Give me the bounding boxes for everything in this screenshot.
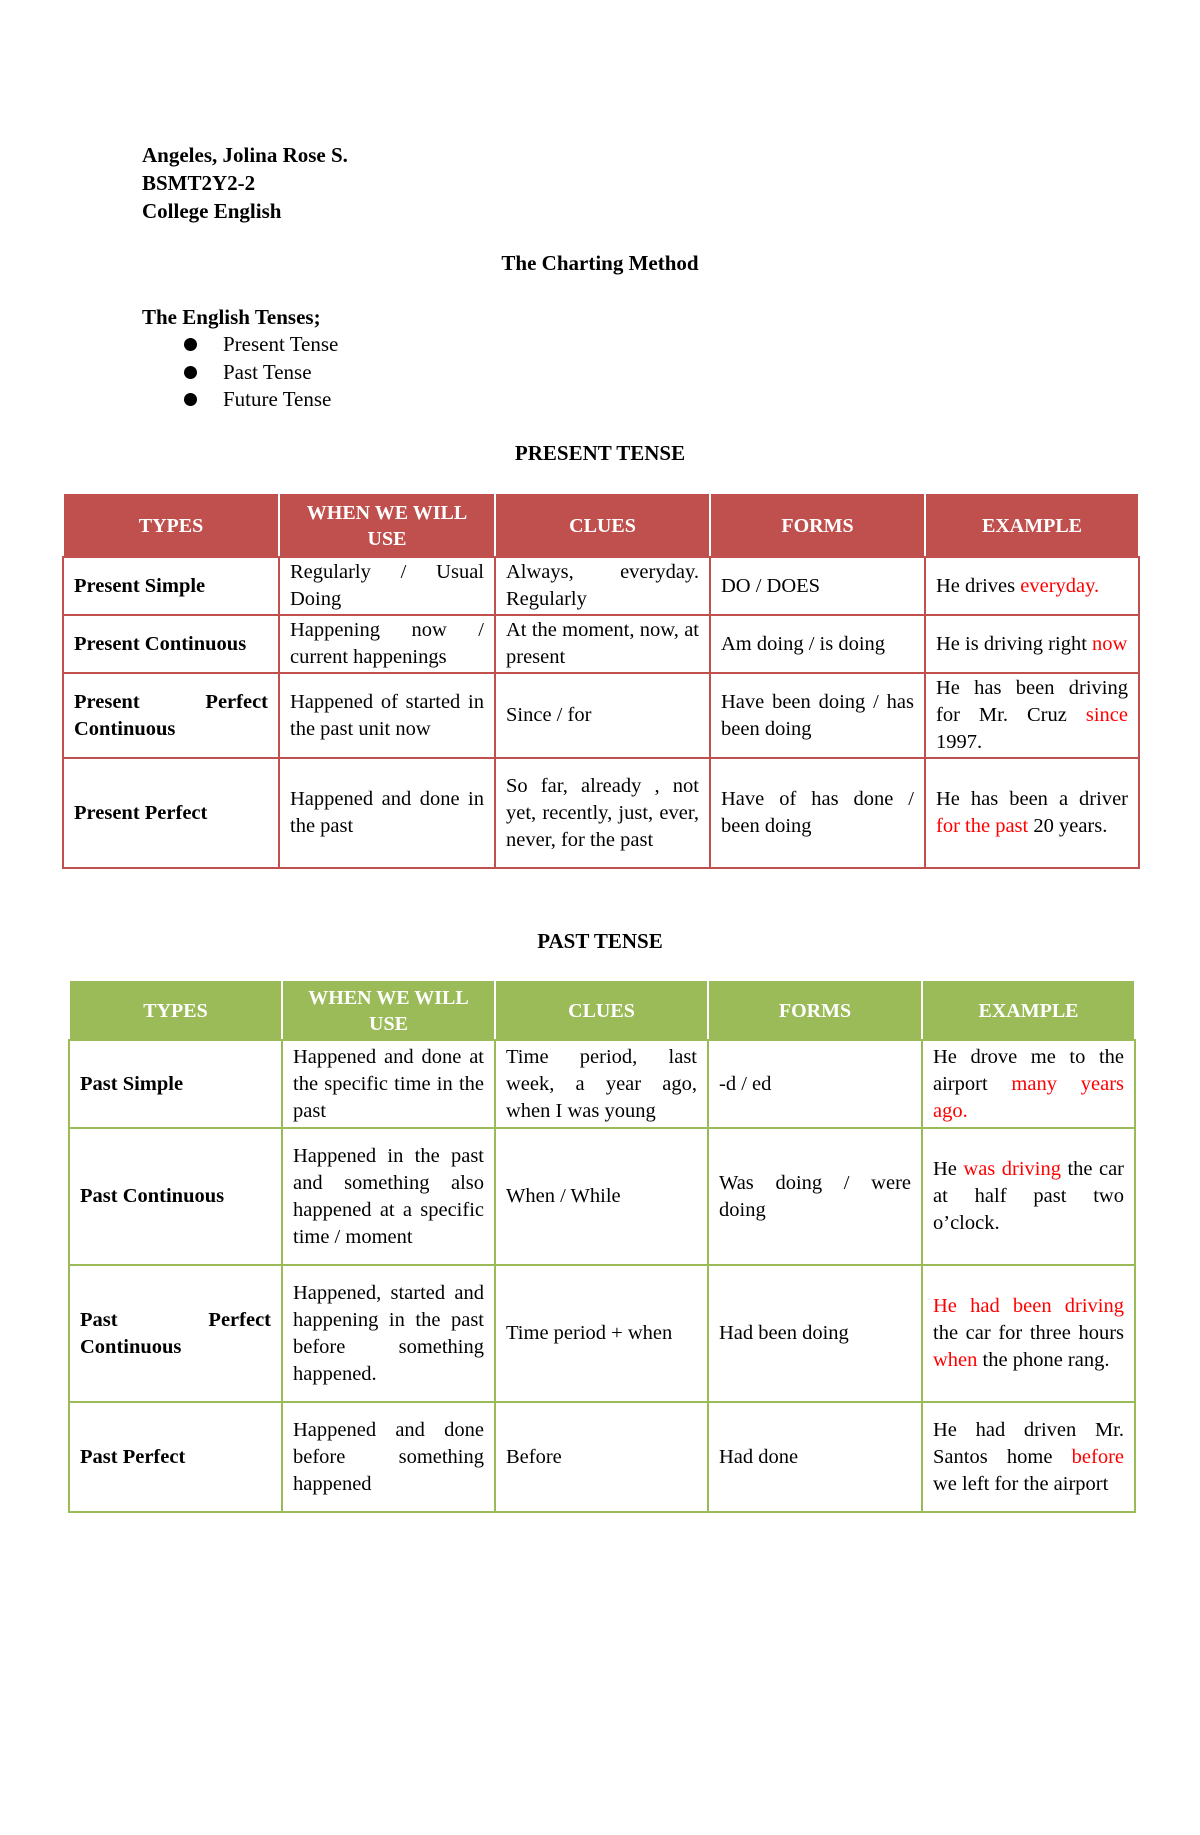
highlighted-clue-text: before (1071, 1445, 1124, 1468)
cell-when: Regularly / Usual Doing (279, 557, 495, 615)
cell-example (925, 673, 1139, 758)
cell-clues: So far, already , not yet, recently, just, ever, never, for the past (495, 758, 710, 868)
table-row (63, 615, 1139, 673)
document-title: The Charting Method (501, 251, 699, 275)
example-text: 20 years. (1028, 815, 1108, 837)
cell-example (925, 615, 1139, 673)
cell-when: Happened and done at the specific time in the past (282, 1040, 495, 1128)
example-text: the car for three hours (933, 1322, 1124, 1344)
cell-example (922, 1265, 1135, 1402)
cell-clues: Before (495, 1402, 708, 1512)
table-row (69, 1402, 1135, 1512)
column-header: CLUES (495, 495, 710, 557)
bullet-icon (184, 393, 197, 406)
cell-forms: Was doing / were doing (708, 1128, 922, 1265)
example-text: we left for the airport (933, 1472, 1109, 1495)
list-item: Past Tense (142, 359, 338, 387)
cell-type: Past Simple (69, 1040, 282, 1128)
cell-when: Happened, started and happening in the past before something happened. (282, 1265, 495, 1402)
column-header: FORMS (710, 495, 925, 557)
cell-example (925, 557, 1139, 615)
cell-type: Past Perfect Continuous (69, 1265, 282, 1402)
highlighted-clue-text: everyday. (1020, 574, 1100, 597)
tenses-heading: The English Tenses; (142, 305, 321, 329)
highlighted-clue-text: now (1092, 632, 1128, 655)
cell-when: Happened and done before something happened (282, 1402, 495, 1512)
example-text: He drives (936, 574, 1021, 597)
cell-clues: When / While (495, 1128, 708, 1265)
table-row (69, 1128, 1135, 1265)
table-header-row (69, 982, 1135, 1040)
example-text: He had driven Mr. Santos home (933, 1418, 1124, 1468)
cell-clues: Since / for (495, 673, 710, 758)
column-header: WHEN WE WILL USE (279, 495, 495, 557)
example-text: the phone rang. (977, 1349, 1110, 1371)
present-tense-table (62, 494, 1140, 869)
cell-type: Present Simple (63, 557, 279, 615)
course-name: College English (142, 199, 282, 223)
cell-forms: -d / ed (708, 1040, 922, 1128)
student-name: Angeles, Jolina Rose S. (142, 143, 348, 167)
bullet-icon (184, 366, 197, 379)
example-text: He drove me to the airport (933, 1045, 1124, 1095)
cell-example (922, 1128, 1135, 1265)
cell-forms: Have been doing / has been doing (710, 673, 925, 758)
highlighted-clue-text: since (1085, 704, 1128, 726)
cell-clues: Always, everyday. Regularly (495, 557, 710, 615)
highlighted-clue-text: many years ago. (933, 1072, 1124, 1122)
bullet-icon (184, 338, 197, 351)
cell-clues: Time period + when (495, 1265, 708, 1402)
table-header-row (63, 495, 1139, 557)
example-text: He has been driving for Mr. Cruz (936, 677, 1128, 726)
tense-list (142, 331, 338, 414)
cell-when: Happened in the past and something also happened at a specific time / moment (282, 1128, 495, 1265)
table-row (63, 673, 1139, 758)
cell-when: Happened of started in the past unit now (279, 673, 495, 758)
column-header: FORMS (708, 982, 922, 1040)
table-row (63, 557, 1139, 615)
example-text: 1997. (936, 731, 983, 753)
cell-type: Present Continuous (63, 615, 279, 673)
highlighted-clue-text: when (933, 1349, 978, 1371)
table-row (63, 758, 1139, 868)
example-text: He has been a driver (936, 788, 1128, 810)
example-text: He is driving right (936, 632, 1093, 655)
cell-forms: Am doing / is doing (710, 615, 925, 673)
column-header: CLUES (495, 982, 708, 1040)
cell-forms: Had done (708, 1402, 922, 1512)
cell-forms: DO / DOES (710, 557, 925, 615)
list-item: Future Tense (142, 386, 338, 414)
cell-when: Happened and done in the past (279, 758, 495, 868)
cell-clues: Time period, last week, a year ago, when I was young (495, 1040, 708, 1128)
table-row (69, 1040, 1135, 1128)
cell-forms: Have of has done / been doing (710, 758, 925, 868)
document-header (142, 141, 348, 225)
highlighted-clue-text: He had been driving (933, 1295, 1124, 1317)
list-item: Present Tense (142, 331, 338, 359)
cell-forms: Had been doing (708, 1265, 922, 1402)
column-header: EXAMPLE (925, 495, 1139, 557)
table-row (69, 1265, 1135, 1402)
cell-type: Past Perfect (69, 1402, 282, 1512)
present-tense-title: PRESENT TENSE (514, 441, 686, 465)
column-header: WHEN WE WILL USE (282, 982, 495, 1040)
past-tense-table (68, 981, 1136, 1513)
example-text: the car at half past two o’clock. (933, 1158, 1124, 1234)
column-header: TYPES (63, 495, 279, 557)
highlighted-clue-text: for the past (936, 815, 1029, 837)
example-text: He (933, 1158, 964, 1180)
student-section: BSMT2Y2-2 (142, 171, 256, 195)
cell-type: Present Perfect Continuous (63, 673, 279, 758)
cell-type: Past Continuous (69, 1128, 282, 1265)
cell-type: Present Perfect (63, 758, 279, 868)
column-header: TYPES (69, 982, 282, 1040)
cell-example (922, 1040, 1135, 1128)
column-header: EXAMPLE (922, 982, 1135, 1040)
cell-clues: At the moment, now, at present (495, 615, 710, 673)
past-tense-title: PAST TENSE (537, 929, 663, 953)
cell-example (925, 758, 1139, 868)
highlighted-clue-text: was driving (963, 1158, 1061, 1180)
cell-when: Happening now / current happenings (279, 615, 495, 673)
cell-example (922, 1402, 1135, 1512)
